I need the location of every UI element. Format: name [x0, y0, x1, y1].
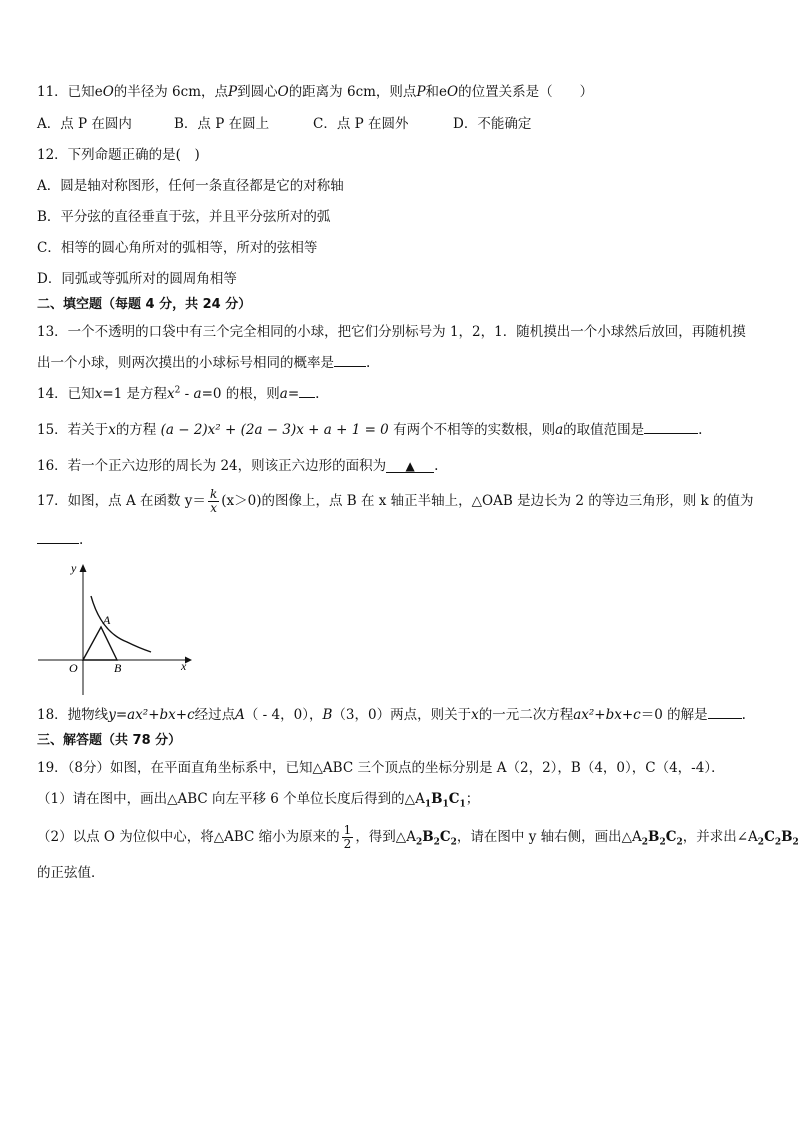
question-13-line-1: 13．一个不透明的口袋中有三个完全相同的小球，把它们分别标号为 1，2，1．随机摸出一个小球然后放回，再随机摸	[37, 324, 746, 340]
point-a-label: A	[103, 613, 111, 627]
question-18: 18．抛物线y=ax²+bx+c经过点A（ - 4，0），B（3，0）两点，则关于x的一元二次方程ax²+bx+c＝0 的解是 .	[37, 707, 746, 723]
answer-blank[interactable]	[299, 385, 315, 398]
answer-blank[interactable]	[334, 354, 366, 367]
fraction-k-over-x: $\frac{k}{x}$	[209, 487, 218, 515]
question-19-part-1: （1）请在图中，画出△ABC 向左平移 6 个单位长度后得到的$\triangle A_1B_1C_1$；	[37, 791, 480, 810]
question-11-stem: 11．已知eO的半径为 6cm，点P到圆心O的距离为 6cm，则点P和eO的位置关系是（ ）	[37, 84, 594, 100]
question-12-option-d[interactable]: D．同弧或等弧所对的圆周角相等	[37, 271, 237, 287]
question-11-option-c[interactable]: C．点 P 在圆外	[313, 116, 409, 132]
question-16: 16．若一个正六边形的周长为 24，则该正六边形的面积为 ▲ .	[37, 458, 439, 474]
question-17-answer-line: .	[37, 531, 83, 549]
quadratic-equation: (a − 2)x² + (2a − 3)x + a + 1 = 0	[160, 422, 389, 438]
hyperbola-curve	[91, 596, 151, 652]
answer-blank[interactable]	[708, 706, 742, 719]
question-11-option-b[interactable]: B．点 P 在圆上	[174, 116, 270, 132]
question-17: 17．如图，点 A 在函数 y＝ $\frac{k}{x}$ (x＞0)的图像上，点 B 在 x 轴正半轴上，△OAB 是边长为 2 的等边三角形，则 k 的值为	[37, 487, 754, 515]
origin-label: O	[69, 661, 78, 675]
question-19-part-2: （2）以点 O 为位似中心，将△ABC 缩小为原来的 $\frac{1}{2}$ ，得到$\triangle A_2B_2C_2$，请在图中 y 轴右侧，画出$\triangle A_2B_2C_2$，并求出$\angle A_2C_2B_2$	[37, 823, 799, 851]
y-axis-arrow-icon	[80, 564, 87, 572]
question-11-option-d[interactable]: D．不能确定	[453, 116, 532, 132]
question-14: 14．已知x=1 是方程$x^2 - a=0$ 的根，则a= .	[37, 385, 320, 402]
question-12-option-b[interactable]: B．平分弦的直径垂直于弦，并且平分弦所对的弧	[37, 209, 331, 225]
section-3-heading: 三、解答题（共 78 分）	[37, 733, 182, 748]
question-15: 15．若关于x的方程 (a − 2)x² + (2a − 3)x + a + 1 = 0 有两个不相等的实数根，则a的取值范围是 .	[37, 422, 703, 438]
answer-blank[interactable]	[644, 421, 698, 434]
point-b-label: B	[114, 661, 122, 675]
question-12-option-c[interactable]: C．相等的圆心角所对的弧相等，所对的弦相等	[37, 240, 318, 256]
triangle-marker-icon: ▲	[405, 459, 415, 473]
answer-blank[interactable]	[386, 460, 434, 473]
question-12-stem: 12．下列命题正确的是( )	[37, 147, 200, 163]
fraction-one-half: $\frac{1}{2}$	[343, 823, 352, 851]
question-11-option-a[interactable]: A．点 P 在圆内	[37, 116, 132, 132]
answer-blank[interactable]	[37, 531, 79, 544]
coordinate-figure	[35, 560, 195, 700]
question-19-part-2-line-2: 的正弦值．	[37, 865, 105, 881]
question-19-stem: 19．（8分）如图，在平面直角坐标系中，已知△ABC 三个顶点的坐标分别是 A（2，2），B（4，0），C（4，-4）．	[37, 760, 725, 776]
x-axis-label: x	[181, 659, 187, 673]
section-2-heading: 二、填空题（每题 4 分，共 24 分）	[37, 297, 252, 312]
question-12-option-a[interactable]: A．圆是轴对称图形，任何一条直径都是它的对称轴	[37, 178, 344, 194]
question-13-line-2: 出一个小球，则两次摸出的小球标号相同的概率是 .	[37, 355, 371, 371]
y-axis-label: y	[71, 561, 77, 575]
